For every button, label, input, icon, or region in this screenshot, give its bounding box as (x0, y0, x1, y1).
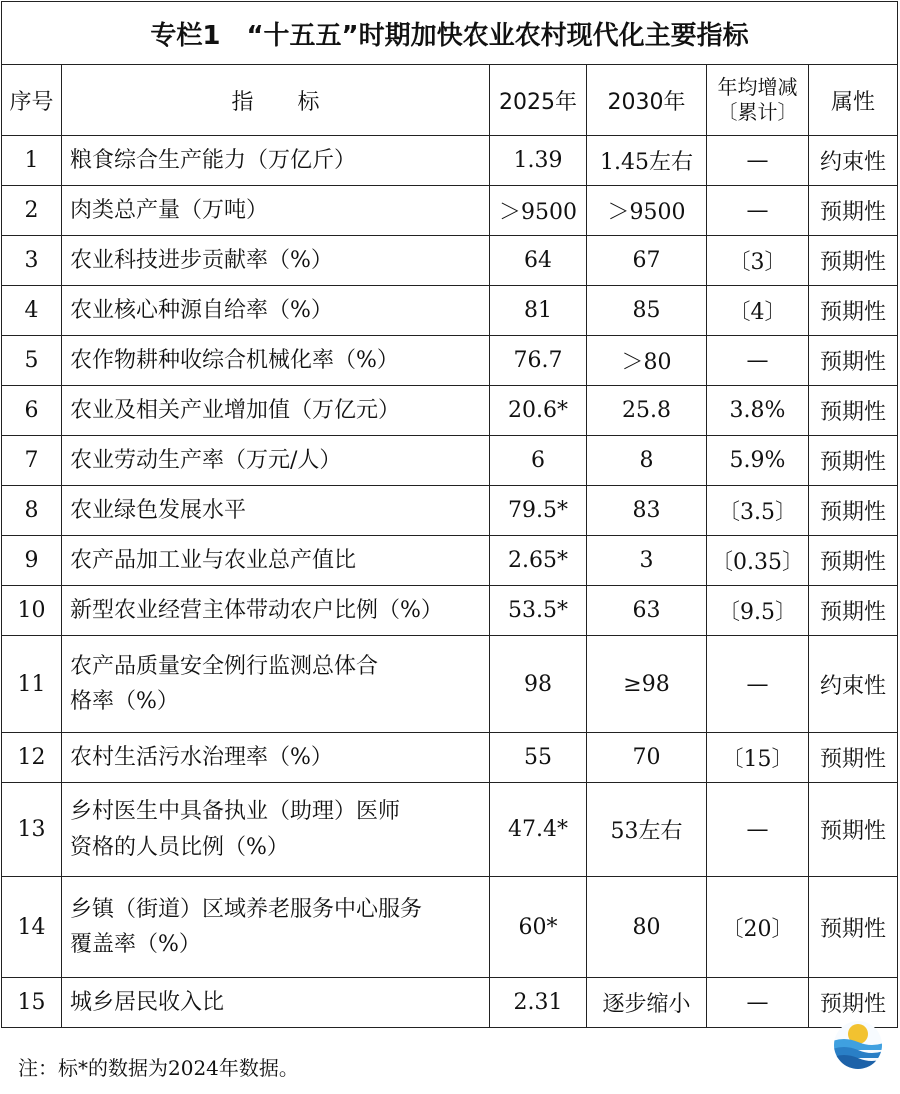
indicator-table-frame (1, 1, 897, 1028)
row-indicator-line1: 乡镇（街道）区域养老服务中心服务 (70, 896, 423, 922)
row-2030: 67 (587, 236, 707, 286)
row-attr: 预期性 (809, 236, 898, 286)
row-attr: 预期性 (809, 586, 898, 636)
row-2025: 55 (490, 733, 587, 783)
row-change: 3.8% (707, 386, 809, 436)
row-change: — (707, 186, 809, 236)
row-2025: 2.31 (490, 978, 587, 1028)
header-change (707, 65, 809, 136)
row-indicator-line2: 资格的人员比例（%） (70, 834, 289, 860)
row-change: — (707, 978, 809, 1028)
row-no: 12 (2, 733, 62, 783)
row-2025: 60* (490, 877, 587, 978)
row-2025: 79.5* (490, 486, 587, 536)
row-2030: 85 (587, 286, 707, 336)
row-2025: 53.5* (490, 586, 587, 636)
row-no: 8 (2, 486, 62, 536)
table-row (2, 733, 898, 783)
table-row (2, 877, 898, 978)
row-indicator: 农业劳动生产率（万元/人） (62, 436, 490, 486)
row-indicator: 农业科技进步贡献率（%） (62, 236, 490, 286)
row-2030: ＞80 (587, 336, 707, 386)
header-change-line2: 〔累计〕 (717, 100, 798, 124)
row-2025: 76.7 (490, 336, 587, 386)
table-row (2, 783, 898, 877)
table-row (2, 978, 898, 1028)
table-row (2, 436, 898, 486)
row-indicator-line1: 乡村医生中具备执业（助理）医师 (70, 799, 401, 825)
row-change: 〔3.5〕 (707, 486, 809, 536)
table-row (2, 486, 898, 536)
table-row (2, 386, 898, 436)
row-indicator: 农业及相关产业增加值（万亿元） (62, 386, 490, 436)
table-row (2, 636, 898, 733)
row-2025: 81 (490, 286, 587, 336)
row-attr: 预期性 (809, 186, 898, 236)
row-indicator (62, 636, 490, 733)
row-attr: 预期性 (809, 386, 898, 436)
row-attr: 预期性 (809, 733, 898, 783)
header-attribute: 属性 (809, 65, 898, 136)
row-no: 15 (2, 978, 62, 1028)
row-2030: 1.45左右 (587, 136, 707, 186)
table-row (2, 536, 898, 586)
row-2030: ≥98 (587, 636, 707, 733)
row-indicator: 粮食综合生产能力（万亿斤） (62, 136, 490, 186)
row-2025: ＞9500 (490, 186, 587, 236)
row-attr: 预期性 (809, 436, 898, 486)
row-change: 〔0.35〕 (707, 536, 809, 586)
row-no: 11 (2, 636, 62, 733)
row-2030: 80 (587, 877, 707, 978)
row-attr: 预期性 (809, 978, 898, 1028)
table-footnote: 注：标*的数据为2024年数据。 (18, 1056, 299, 1080)
row-2025: 47.4* (490, 783, 587, 877)
row-2030: 3 (587, 536, 707, 586)
row-indicator: 农作物耕种收综合机械化率（%） (62, 336, 490, 386)
row-attr: 预期性 (809, 536, 898, 586)
row-2030: 53左右 (587, 783, 707, 877)
row-no: 4 (2, 286, 62, 336)
row-no: 7 (2, 436, 62, 486)
row-attr: 约束性 (809, 636, 898, 733)
row-2030: 70 (587, 733, 707, 783)
row-2025: 20.6* (490, 386, 587, 436)
table-row (2, 186, 898, 236)
row-indicator: 新型农业经营主体带动农户比例（%） (62, 586, 490, 636)
table-row (2, 136, 898, 186)
row-2025: 6 (490, 436, 587, 486)
table-row (2, 286, 898, 336)
row-no: 14 (2, 877, 62, 978)
header-2025: 2025年 (490, 65, 587, 136)
row-2030: 63 (587, 586, 707, 636)
row-2030: 83 (587, 486, 707, 536)
row-change: — (707, 336, 809, 386)
row-indicator: 城乡居民收入比 (62, 978, 490, 1028)
row-indicator (62, 783, 490, 877)
row-no: 9 (2, 536, 62, 586)
row-attr: 预期性 (809, 336, 898, 386)
header-2030: 2030年 (587, 65, 707, 136)
row-2025: 1.39 (490, 136, 587, 186)
row-no: 2 (2, 186, 62, 236)
row-no: 10 (2, 586, 62, 636)
row-indicator-line2: 格率（%） (70, 689, 179, 714)
header-indicator: 指 标 (62, 65, 490, 136)
row-change: 〔4〕 (707, 286, 809, 336)
row-2025: 2.65* (490, 536, 587, 586)
row-indicator: 农村生活污水治理率（%） (62, 733, 490, 783)
row-attr: 预期性 (809, 877, 898, 978)
row-attr: 约束性 (809, 136, 898, 186)
row-2025: 64 (490, 236, 587, 286)
row-attr: 预期性 (809, 286, 898, 336)
row-change: 〔3〕 (707, 236, 809, 286)
table-row (2, 586, 898, 636)
row-no: 13 (2, 783, 62, 877)
row-change: 〔20〕 (707, 877, 809, 978)
table-row (2, 236, 898, 286)
indicator-table (1, 1, 898, 1028)
row-indicator: 农业核心种源自给率（%） (62, 286, 490, 336)
row-change: — (707, 136, 809, 186)
row-indicator-line2: 覆盖率（%） (70, 932, 201, 957)
row-no: 3 (2, 236, 62, 286)
row-attr: 预期性 (809, 783, 898, 877)
table-row (2, 336, 898, 386)
row-2025: 98 (490, 636, 587, 733)
row-change: 〔15〕 (707, 733, 809, 783)
row-no: 5 (2, 336, 62, 386)
row-indicator (62, 877, 490, 978)
row-change: 5.9% (707, 436, 809, 486)
table-header-row (2, 65, 898, 136)
row-change: — (707, 783, 809, 877)
row-attr: 预期性 (809, 486, 898, 536)
row-indicator: 农产品加工业与农业总产值比 (62, 536, 490, 586)
table-title-row (2, 2, 898, 65)
row-2030: ＞9500 (587, 186, 707, 236)
circular-wave-logo-icon (830, 1020, 886, 1070)
row-no: 1 (2, 136, 62, 186)
header-change-line1: 年均增减 (717, 75, 798, 99)
table-title: 专栏1 “十五五”时期加快农业农村现代化主要指标 (2, 2, 898, 65)
row-indicator-line1: 农产品质量安全例行监测总体合 (70, 653, 379, 679)
row-indicator: 肉类总产量（万吨） (62, 186, 490, 236)
header-seq: 序号 (2, 65, 62, 136)
row-no: 6 (2, 386, 62, 436)
row-indicator: 农业绿色发展水平 (62, 486, 490, 536)
row-change: — (707, 636, 809, 733)
row-2030: 8 (587, 436, 707, 486)
row-2030: 逐步缩小 (587, 978, 707, 1028)
row-2030: 25.8 (587, 386, 707, 436)
row-change: 〔9.5〕 (707, 586, 809, 636)
